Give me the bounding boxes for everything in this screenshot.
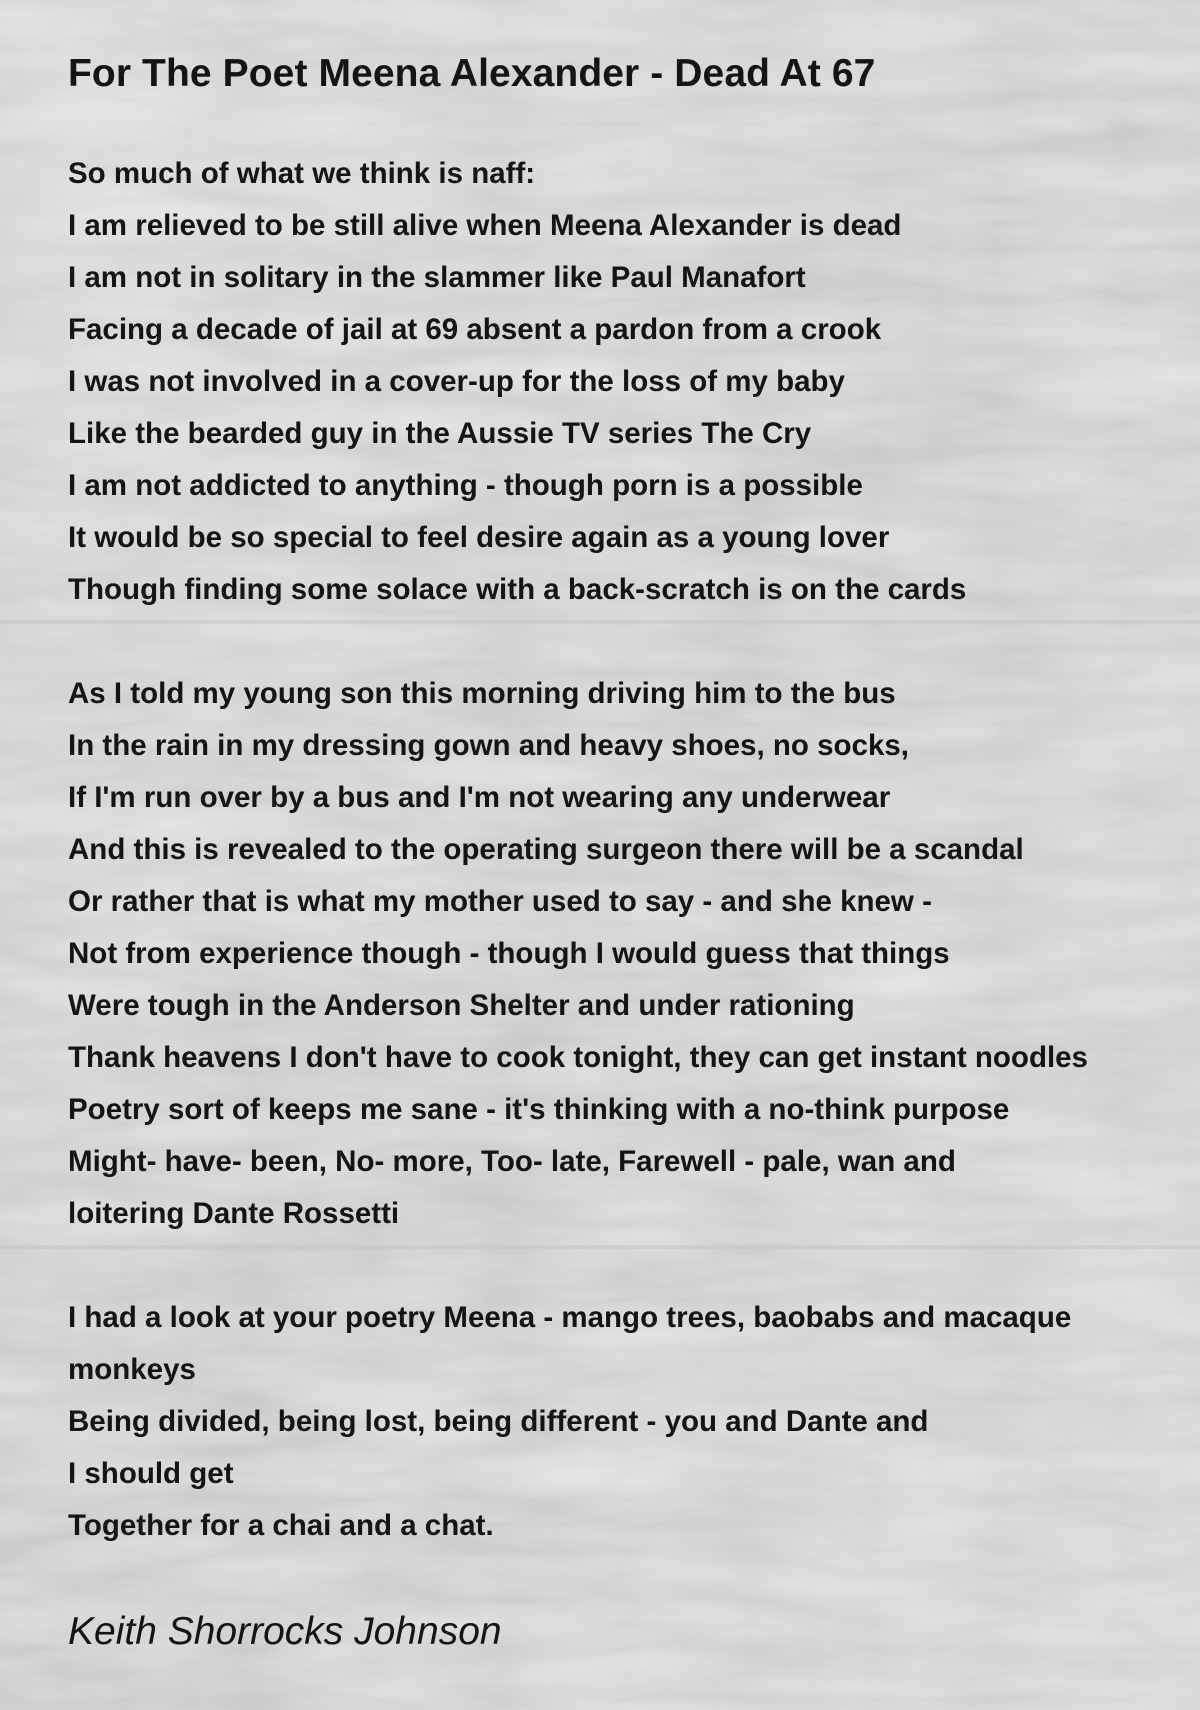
stanza-3 [68,1292,1071,1552]
poem-line: I had a look at your poetry Meena - mango trees, baobabs and macaque [68,1301,1072,1334]
poem-title: For The Poet Meena Alexander - Dead At 67 [68,52,876,95]
poem-line: Being divided, being lost, being different - you and Dante and [68,1405,929,1438]
poem-line: loitering Dante Rossetti [68,1197,400,1230]
poem-author: Keith Shorrocks Johnson [68,1610,502,1653]
poem-line: I am not in solitary in the slammer like Paul Manafort [68,261,806,294]
poem-line: And this is revealed to the operating surgeon there will be a scandal [68,833,1024,866]
poem-line: So much of what we think is naff: [68,157,536,190]
poem-line: Not from experience though - though I would guess that things [68,937,950,970]
poem-line: In the rain in my dressing gown and heavy shoes, no socks, [68,729,909,762]
poem-line: Facing a decade of jail at 69 absent a pardon from a crook [68,313,882,346]
poem-line: I am not addicted to anything - though porn is a possible [68,469,863,502]
poem-line: It would be so special to feel desire again as a young lover [68,521,890,554]
poem-line: Might- have- been, No- more, Too- late, Farewell - pale, wan and [68,1145,956,1178]
poem-line: Like the bearded guy in the Aussie TV series The Cry [68,417,812,450]
poem-line: Or rather that is what my mother used to say - and she knew - [68,885,932,918]
poem-line: Poetry sort of keeps me sane - it's thinking with a no-think purpose [68,1093,1010,1126]
poem-line: I was not involved in a cover-up for the loss of my baby [68,365,845,398]
poem-line: Though finding some solace with a back-scratch is on the cards [68,573,967,606]
poem-line: I should get [68,1457,234,1490]
poem-line: Thank heavens I don't have to cook tonight, they can get instant noodles [68,1041,1088,1074]
poem-line: As I told my young son this morning driving him to the bus [68,677,896,710]
poem-line: Were tough in the Anderson Shelter and under rationing [68,989,855,1022]
poem-line: I am relieved to be still alive when Meena Alexander is dead [68,209,902,242]
poem-line: Together for a chai and a chat. [68,1509,494,1542]
stanza-2 [68,668,1088,1240]
stanza-1 [68,148,966,616]
poem-line: If I'm run over by a bus and I'm not wearing any underwear [68,781,891,814]
poem-line: monkeys [68,1353,196,1386]
